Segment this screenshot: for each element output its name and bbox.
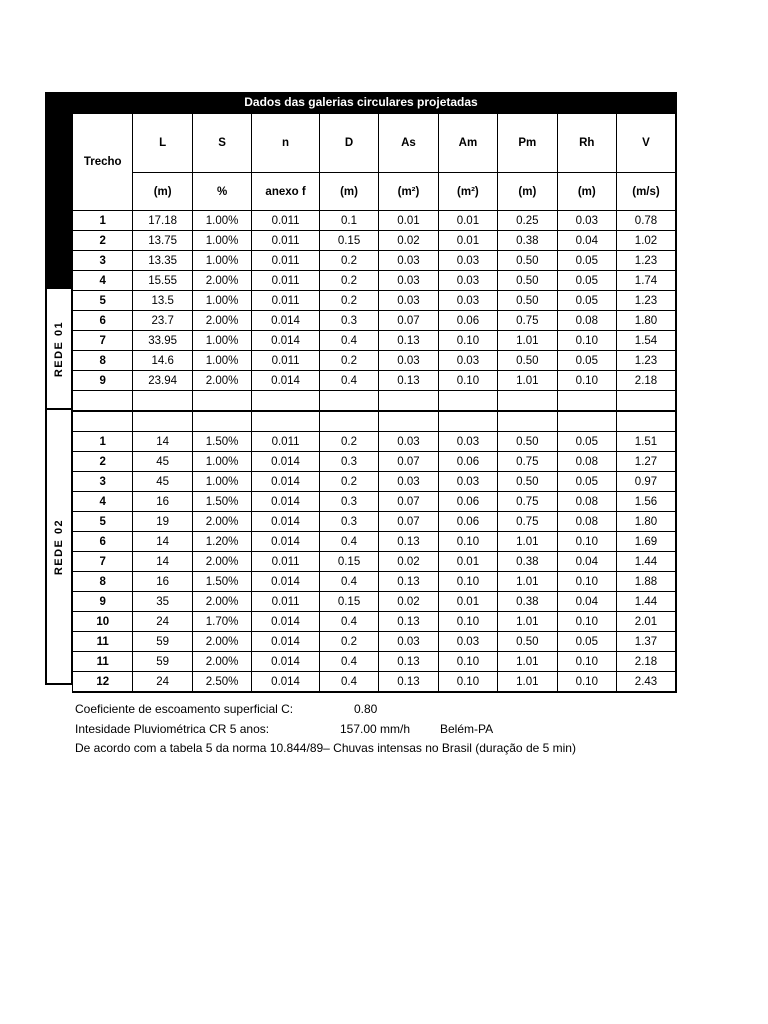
table-row-rede-02 — [73, 592, 677, 612]
table-title: Dados das galerias circulares projetadas — [45, 92, 677, 113]
table-cell: 1.88 — [617, 572, 677, 592]
table-cell: 0.07 — [379, 492, 438, 512]
table-cell: 2.50% — [192, 672, 251, 693]
col-unit: (m/s) — [617, 173, 677, 211]
table-cell: 0.13 — [379, 572, 438, 592]
trecho-cell: 7 — [73, 552, 133, 572]
table-cell: 0.50 — [498, 632, 557, 652]
col-header-am: Am — [438, 114, 497, 173]
trecho-cell: 2 — [73, 231, 133, 251]
table-cell: 0.38 — [498, 552, 557, 572]
table-cell: 0.4 — [319, 652, 378, 672]
table-cell: 23.7 — [133, 311, 192, 331]
table-cell: 0.03 — [438, 251, 497, 271]
table-cell: 0.25 — [498, 211, 557, 231]
col-unit: (m²) — [379, 173, 438, 211]
table-cell: 0.05 — [557, 251, 616, 271]
empty-cell — [252, 411, 320, 432]
table-cell: 0.04 — [557, 592, 616, 612]
table-cell: 0.50 — [498, 472, 557, 492]
table-cell: 0.38 — [498, 592, 557, 612]
empty-cell — [379, 391, 438, 412]
table-cell: 0.10 — [557, 371, 616, 391]
table-cell: 23.94 — [133, 371, 192, 391]
table-cell: 0.05 — [557, 351, 616, 371]
empty-cell — [319, 411, 378, 432]
table-cell: 0.3 — [319, 492, 378, 512]
table-cell: 1.44 — [617, 592, 677, 612]
table-cell: 0.014 — [252, 672, 320, 693]
table-cell: 16 — [133, 492, 192, 512]
table-cell: 0.04 — [557, 231, 616, 251]
location: Belém-PA — [440, 721, 494, 736]
table-cell: 0.011 — [252, 432, 320, 452]
coef-value: 0.80 — [354, 702, 378, 716]
table-cell: 0.01 — [379, 211, 438, 231]
table-cell: 0.03 — [379, 291, 438, 311]
trecho-cell: 6 — [73, 311, 133, 331]
table-cell: 0.06 — [438, 452, 497, 472]
table-cell: 0.10 — [438, 652, 497, 672]
empty-cell — [73, 411, 133, 432]
reference-text: De acordo com a tabela 5 da norma 10.844/89– Chuvas intensas no Brasil (duração de 5 min) — [75, 741, 576, 755]
trecho-cell: 12 — [73, 672, 133, 693]
empty-cell — [438, 391, 497, 412]
section-label-rede-02: REDE 02 — [53, 518, 65, 575]
trecho-cell: 1 — [73, 432, 133, 452]
table-cell: 1.74 — [617, 271, 677, 291]
table-cell: 0.10 — [557, 572, 616, 592]
table-cell: 0.03 — [438, 432, 497, 452]
table-cell: 1.01 — [498, 672, 557, 693]
table-cell: 0.13 — [379, 672, 438, 693]
table-cell: 13.75 — [133, 231, 192, 251]
table-cell: 2.01 — [617, 612, 677, 632]
table-cell: 1.80 — [617, 311, 677, 331]
section-rede-02 — [45, 408, 72, 685]
coef-label: Coeficiente de escoamento superficial C: — [75, 702, 294, 716]
table-cell: 1.01 — [498, 371, 557, 391]
header-row-labels — [73, 114, 677, 173]
section-rede-01 — [45, 289, 72, 408]
table-cell: 17.18 — [133, 211, 192, 231]
blank-row — [73, 391, 677, 412]
intensity-label: Intesidade Pluviométrica CR 5 anos: — [75, 721, 270, 736]
trecho-cell: 6 — [73, 532, 133, 552]
table-cell: 0.10 — [557, 331, 616, 351]
col-header-l: L — [133, 114, 192, 173]
table-cell: 0.05 — [557, 472, 616, 492]
table-cell: 0.10 — [438, 331, 497, 351]
table-cell: 0.75 — [498, 492, 557, 512]
table-cell: 1.01 — [498, 612, 557, 632]
table-cell: 2.00% — [192, 271, 251, 291]
table-cell: 1.01 — [498, 532, 557, 552]
table-cell: 0.10 — [438, 612, 497, 632]
table-cell: 1.69 — [617, 532, 677, 552]
table-cell: 0.3 — [319, 311, 378, 331]
col-header-pm: Pm — [498, 114, 557, 173]
table-cell: 0.2 — [319, 432, 378, 452]
table-cell: 1.80 — [617, 512, 677, 532]
empty-cell — [557, 391, 616, 412]
trecho-cell: 4 — [73, 492, 133, 512]
trecho-cell: 3 — [73, 472, 133, 492]
col-unit: (m²) — [438, 173, 497, 211]
table-cell: 1.00% — [192, 472, 251, 492]
table-cell: 0.014 — [252, 311, 320, 331]
empty-cell — [498, 391, 557, 412]
table-cell: 0.01 — [438, 592, 497, 612]
table-cell: 0.75 — [498, 512, 557, 532]
trecho-cell: 5 — [73, 291, 133, 311]
empty-cell — [252, 391, 320, 412]
table-cell: 0.10 — [438, 672, 497, 693]
table-row-rede-01 — [73, 311, 677, 331]
trecho-cell: 2 — [73, 452, 133, 472]
table-cell: 1.02 — [617, 231, 677, 251]
col-unit: (m) — [133, 173, 192, 211]
table-cell: 0.03 — [438, 271, 497, 291]
table-cell: 0.03 — [379, 472, 438, 492]
table-cell: 0.03 — [379, 251, 438, 271]
table-cell: 2.00% — [192, 592, 251, 612]
table-cell: 0.50 — [498, 251, 557, 271]
table-cell: 0.08 — [557, 492, 616, 512]
table-cell: 0.011 — [252, 291, 320, 311]
table-cell: 0.50 — [498, 291, 557, 311]
table-row-rede-02 — [73, 472, 677, 492]
empty-cell — [557, 411, 616, 432]
table-cell: 1.70% — [192, 612, 251, 632]
table-cell: 0.13 — [379, 652, 438, 672]
table-cell: 0.03 — [557, 211, 616, 231]
table-row-rede-02 — [73, 452, 677, 472]
empty-cell — [379, 411, 438, 432]
table-cell: 1.50% — [192, 492, 251, 512]
trecho-cell: 4 — [73, 271, 133, 291]
table-cell: 0.4 — [319, 371, 378, 391]
table-cell: 0.97 — [617, 472, 677, 492]
table-cell: 0.15 — [319, 231, 378, 251]
table-cell: 59 — [133, 632, 192, 652]
col-unit: % — [192, 173, 251, 211]
table-cell: 1.37 — [617, 632, 677, 652]
table-cell: 0.13 — [379, 371, 438, 391]
table-cell: 2.43 — [617, 672, 677, 693]
empty-cell — [192, 391, 251, 412]
table-cell: 1.50% — [192, 572, 251, 592]
empty-cell — [319, 391, 378, 412]
table-row-rede-02 — [73, 432, 677, 452]
table-cell: 1.50% — [192, 432, 251, 452]
trecho-cell: 1 — [73, 211, 133, 231]
table-cell: 0.014 — [252, 512, 320, 532]
table-cell: 1.54 — [617, 331, 677, 351]
table-cell: 1.51 — [617, 432, 677, 452]
table-cell: 13.35 — [133, 251, 192, 271]
table-cell: 0.01 — [438, 552, 497, 572]
table-row-rede-02 — [73, 672, 677, 693]
table-cell: 0.2 — [319, 291, 378, 311]
table-cell: 0.13 — [379, 612, 438, 632]
table-cell: 0.07 — [379, 452, 438, 472]
table-row-rede-01 — [73, 331, 677, 351]
trecho-cell: 9 — [73, 592, 133, 612]
table-cell: 0.06 — [438, 512, 497, 532]
col-header-s: S — [192, 114, 251, 173]
table-cell: 14 — [133, 532, 192, 552]
table-cell: 1.00% — [192, 452, 251, 472]
table-cell: 0.03 — [379, 271, 438, 291]
table-cell: 0.04 — [557, 552, 616, 572]
table-cell: 14 — [133, 432, 192, 452]
table-cell: 0.2 — [319, 251, 378, 271]
galleries-table — [72, 113, 677, 693]
table-cell: 1.00% — [192, 331, 251, 351]
table-cell: 0.08 — [557, 311, 616, 331]
table-cell: 1.00% — [192, 231, 251, 251]
table-cell: 2.18 — [617, 371, 677, 391]
table-cell: 1.23 — [617, 351, 677, 371]
table-cell: 0.50 — [498, 271, 557, 291]
trecho-cell: 5 — [73, 512, 133, 532]
table-cell: 0.02 — [379, 552, 438, 572]
table-cell: 0.01 — [438, 211, 497, 231]
table-cell: 0.05 — [557, 432, 616, 452]
table-cell: 0.03 — [379, 351, 438, 371]
table-cell: 2.00% — [192, 632, 251, 652]
table-cell: 24 — [133, 612, 192, 632]
trecho-cell: 8 — [73, 572, 133, 592]
table-cell: 45 — [133, 452, 192, 472]
table-cell: 2.18 — [617, 652, 677, 672]
table-row-rede-01 — [73, 211, 677, 231]
table-cell: 0.50 — [498, 432, 557, 452]
table-cell: 0.38 — [498, 231, 557, 251]
table-cell: 0.2 — [319, 632, 378, 652]
table-cell: 0.06 — [438, 492, 497, 512]
table-cell: 1.01 — [498, 331, 557, 351]
col-header-n: n — [252, 114, 320, 173]
table-row-rede-02 — [73, 512, 677, 532]
table-cell: 0.014 — [252, 452, 320, 472]
table-cell: 0.011 — [252, 592, 320, 612]
col-header-rh: Rh — [557, 114, 616, 173]
table-cell: 14 — [133, 552, 192, 572]
col-unit: (m) — [557, 173, 616, 211]
table-row-rede-01 — [73, 351, 677, 371]
data-sheet — [45, 92, 677, 688]
table-cell: 1.44 — [617, 552, 677, 572]
table-row-rede-01 — [73, 271, 677, 291]
table-cell: 0.3 — [319, 452, 378, 472]
table-cell: 0.15 — [319, 552, 378, 572]
table-cell: 0.4 — [319, 331, 378, 351]
header-row-units — [73, 173, 677, 211]
table-cell: 19 — [133, 512, 192, 532]
table-row-rede-02 — [73, 632, 677, 652]
table-cell: 0.05 — [557, 271, 616, 291]
table-cell: 0.2 — [319, 472, 378, 492]
table-cell: 13.5 — [133, 291, 192, 311]
trecho-cell: 7 — [73, 331, 133, 351]
col-header-as: As — [379, 114, 438, 173]
table-cell: 0.10 — [557, 652, 616, 672]
table-cell: 0.08 — [557, 452, 616, 472]
col-unit: (m) — [498, 173, 557, 211]
table-cell: 0.10 — [438, 532, 497, 552]
table-cell: 0.10 — [557, 672, 616, 693]
empty-cell — [617, 411, 677, 432]
table-cell: 0.1 — [319, 211, 378, 231]
table-row-rede-01 — [73, 251, 677, 271]
table-cell: 0.03 — [438, 291, 497, 311]
table-cell: 0.03 — [438, 472, 497, 492]
table-row-rede-02 — [73, 652, 677, 672]
table-cell: 0.4 — [319, 572, 378, 592]
table-cell: 0.05 — [557, 632, 616, 652]
table-cell: 0.014 — [252, 572, 320, 592]
table-cell: 1.01 — [498, 572, 557, 592]
blank-row — [73, 411, 677, 432]
table-cell: 1.01 — [498, 652, 557, 672]
table-cell: 0.13 — [379, 331, 438, 351]
table-cell: 1.23 — [617, 251, 677, 271]
table-row-rede-02 — [73, 572, 677, 592]
table-cell: 0.75 — [498, 452, 557, 472]
table-cell: 0.08 — [557, 512, 616, 532]
table-cell: 0.10 — [557, 532, 616, 552]
table-cell: 0.03 — [379, 432, 438, 452]
empty-cell — [438, 411, 497, 432]
table-cell: 0.011 — [252, 351, 320, 371]
table-cell: 0.011 — [252, 271, 320, 291]
trecho-cell: 9 — [73, 371, 133, 391]
table-cell: 0.014 — [252, 492, 320, 512]
trecho-cell: 10 — [73, 612, 133, 632]
table-cell: 0.014 — [252, 632, 320, 652]
table-cell: 1.00% — [192, 251, 251, 271]
table-cell: 2.00% — [192, 512, 251, 532]
table-cell: 1.27 — [617, 452, 677, 472]
table-cell: 0.10 — [438, 572, 497, 592]
table-cell: 0.10 — [557, 612, 616, 632]
table-cell: 0.06 — [438, 311, 497, 331]
table-row-rede-02 — [73, 532, 677, 552]
table-cell: 33.95 — [133, 331, 192, 351]
table-cell: 0.13 — [379, 532, 438, 552]
table-row-rede-02 — [73, 612, 677, 632]
table-row-rede-01 — [73, 231, 677, 251]
trecho-cell: 8 — [73, 351, 133, 371]
col-header-trecho: Trecho — [73, 114, 133, 211]
section-label-rede-01: REDE 01 — [53, 320, 65, 377]
table-cell: 0.2 — [319, 351, 378, 371]
table-cell: 0.011 — [252, 231, 320, 251]
table-cell: 0.011 — [252, 211, 320, 231]
table-cell: 0.03 — [438, 351, 497, 371]
table-cell: 1.00% — [192, 351, 251, 371]
table-cell: 0.02 — [379, 592, 438, 612]
empty-cell — [133, 411, 192, 432]
table-cell: 0.4 — [319, 532, 378, 552]
table-cell: 0.3 — [319, 512, 378, 532]
table-cell: 0.05 — [557, 291, 616, 311]
table-cell: 0.2 — [319, 271, 378, 291]
table-cell: 0.03 — [379, 632, 438, 652]
table-cell: 2.00% — [192, 652, 251, 672]
intensity-value: 157.00 mm/h — [340, 721, 411, 736]
table-cell: 16 — [133, 572, 192, 592]
table-cell: 0.78 — [617, 211, 677, 231]
table-cell: 0.50 — [498, 351, 557, 371]
table-cell: 15.55 — [133, 271, 192, 291]
table-cell: 35 — [133, 592, 192, 612]
table-cell: 1.00% — [192, 211, 251, 231]
col-unit: (m) — [319, 173, 378, 211]
table-cell: 0.4 — [319, 612, 378, 632]
table-cell: 0.011 — [252, 552, 320, 572]
table-cell: 0.02 — [379, 231, 438, 251]
table-cell: 0.07 — [379, 512, 438, 532]
table-cell: 0.014 — [252, 371, 320, 391]
table-cell: 0.014 — [252, 331, 320, 351]
empty-cell — [73, 391, 133, 412]
table-cell: 1.20% — [192, 532, 251, 552]
empty-cell — [617, 391, 677, 412]
table-cell: 0.07 — [379, 311, 438, 331]
table-cell: 0.10 — [438, 371, 497, 391]
empty-cell — [498, 411, 557, 432]
table-cell: 0.03 — [438, 632, 497, 652]
table-row-rede-01 — [73, 371, 677, 391]
table-cell: 45 — [133, 472, 192, 492]
table-cell: 0.75 — [498, 311, 557, 331]
table-cell: 1.00% — [192, 291, 251, 311]
table-cell: 2.00% — [192, 311, 251, 331]
table-row-rede-02 — [73, 492, 677, 512]
table-cell: 14.6 — [133, 351, 192, 371]
trecho-cell: 11 — [73, 632, 133, 652]
table-cell: 2.00% — [192, 552, 251, 572]
table-cell: 1.56 — [617, 492, 677, 512]
col-unit: anexo f — [252, 173, 320, 211]
trecho-cell: 11 — [73, 652, 133, 672]
table-cell: 0.014 — [252, 612, 320, 632]
table-cell: 0.014 — [252, 472, 320, 492]
table-cell: 24 — [133, 672, 192, 693]
table-cell: 2.00% — [192, 371, 251, 391]
empty-cell — [192, 411, 251, 432]
table-cell: 0.01 — [438, 231, 497, 251]
table-cell: 0.15 — [319, 592, 378, 612]
side-bar-header — [45, 113, 72, 289]
empty-cell — [133, 391, 192, 412]
table-cell: 0.4 — [319, 672, 378, 693]
col-header-d: D — [319, 114, 378, 173]
table-cell: 0.014 — [252, 652, 320, 672]
trecho-cell: 3 — [73, 251, 133, 271]
table-cell: 0.011 — [252, 251, 320, 271]
table-cell: 1.23 — [617, 291, 677, 311]
table-row-rede-01 — [73, 291, 677, 311]
table-row-rede-02 — [73, 552, 677, 572]
table-cell: 0.014 — [252, 532, 320, 552]
col-header-v: V — [617, 114, 677, 173]
table-cell: 59 — [133, 652, 192, 672]
